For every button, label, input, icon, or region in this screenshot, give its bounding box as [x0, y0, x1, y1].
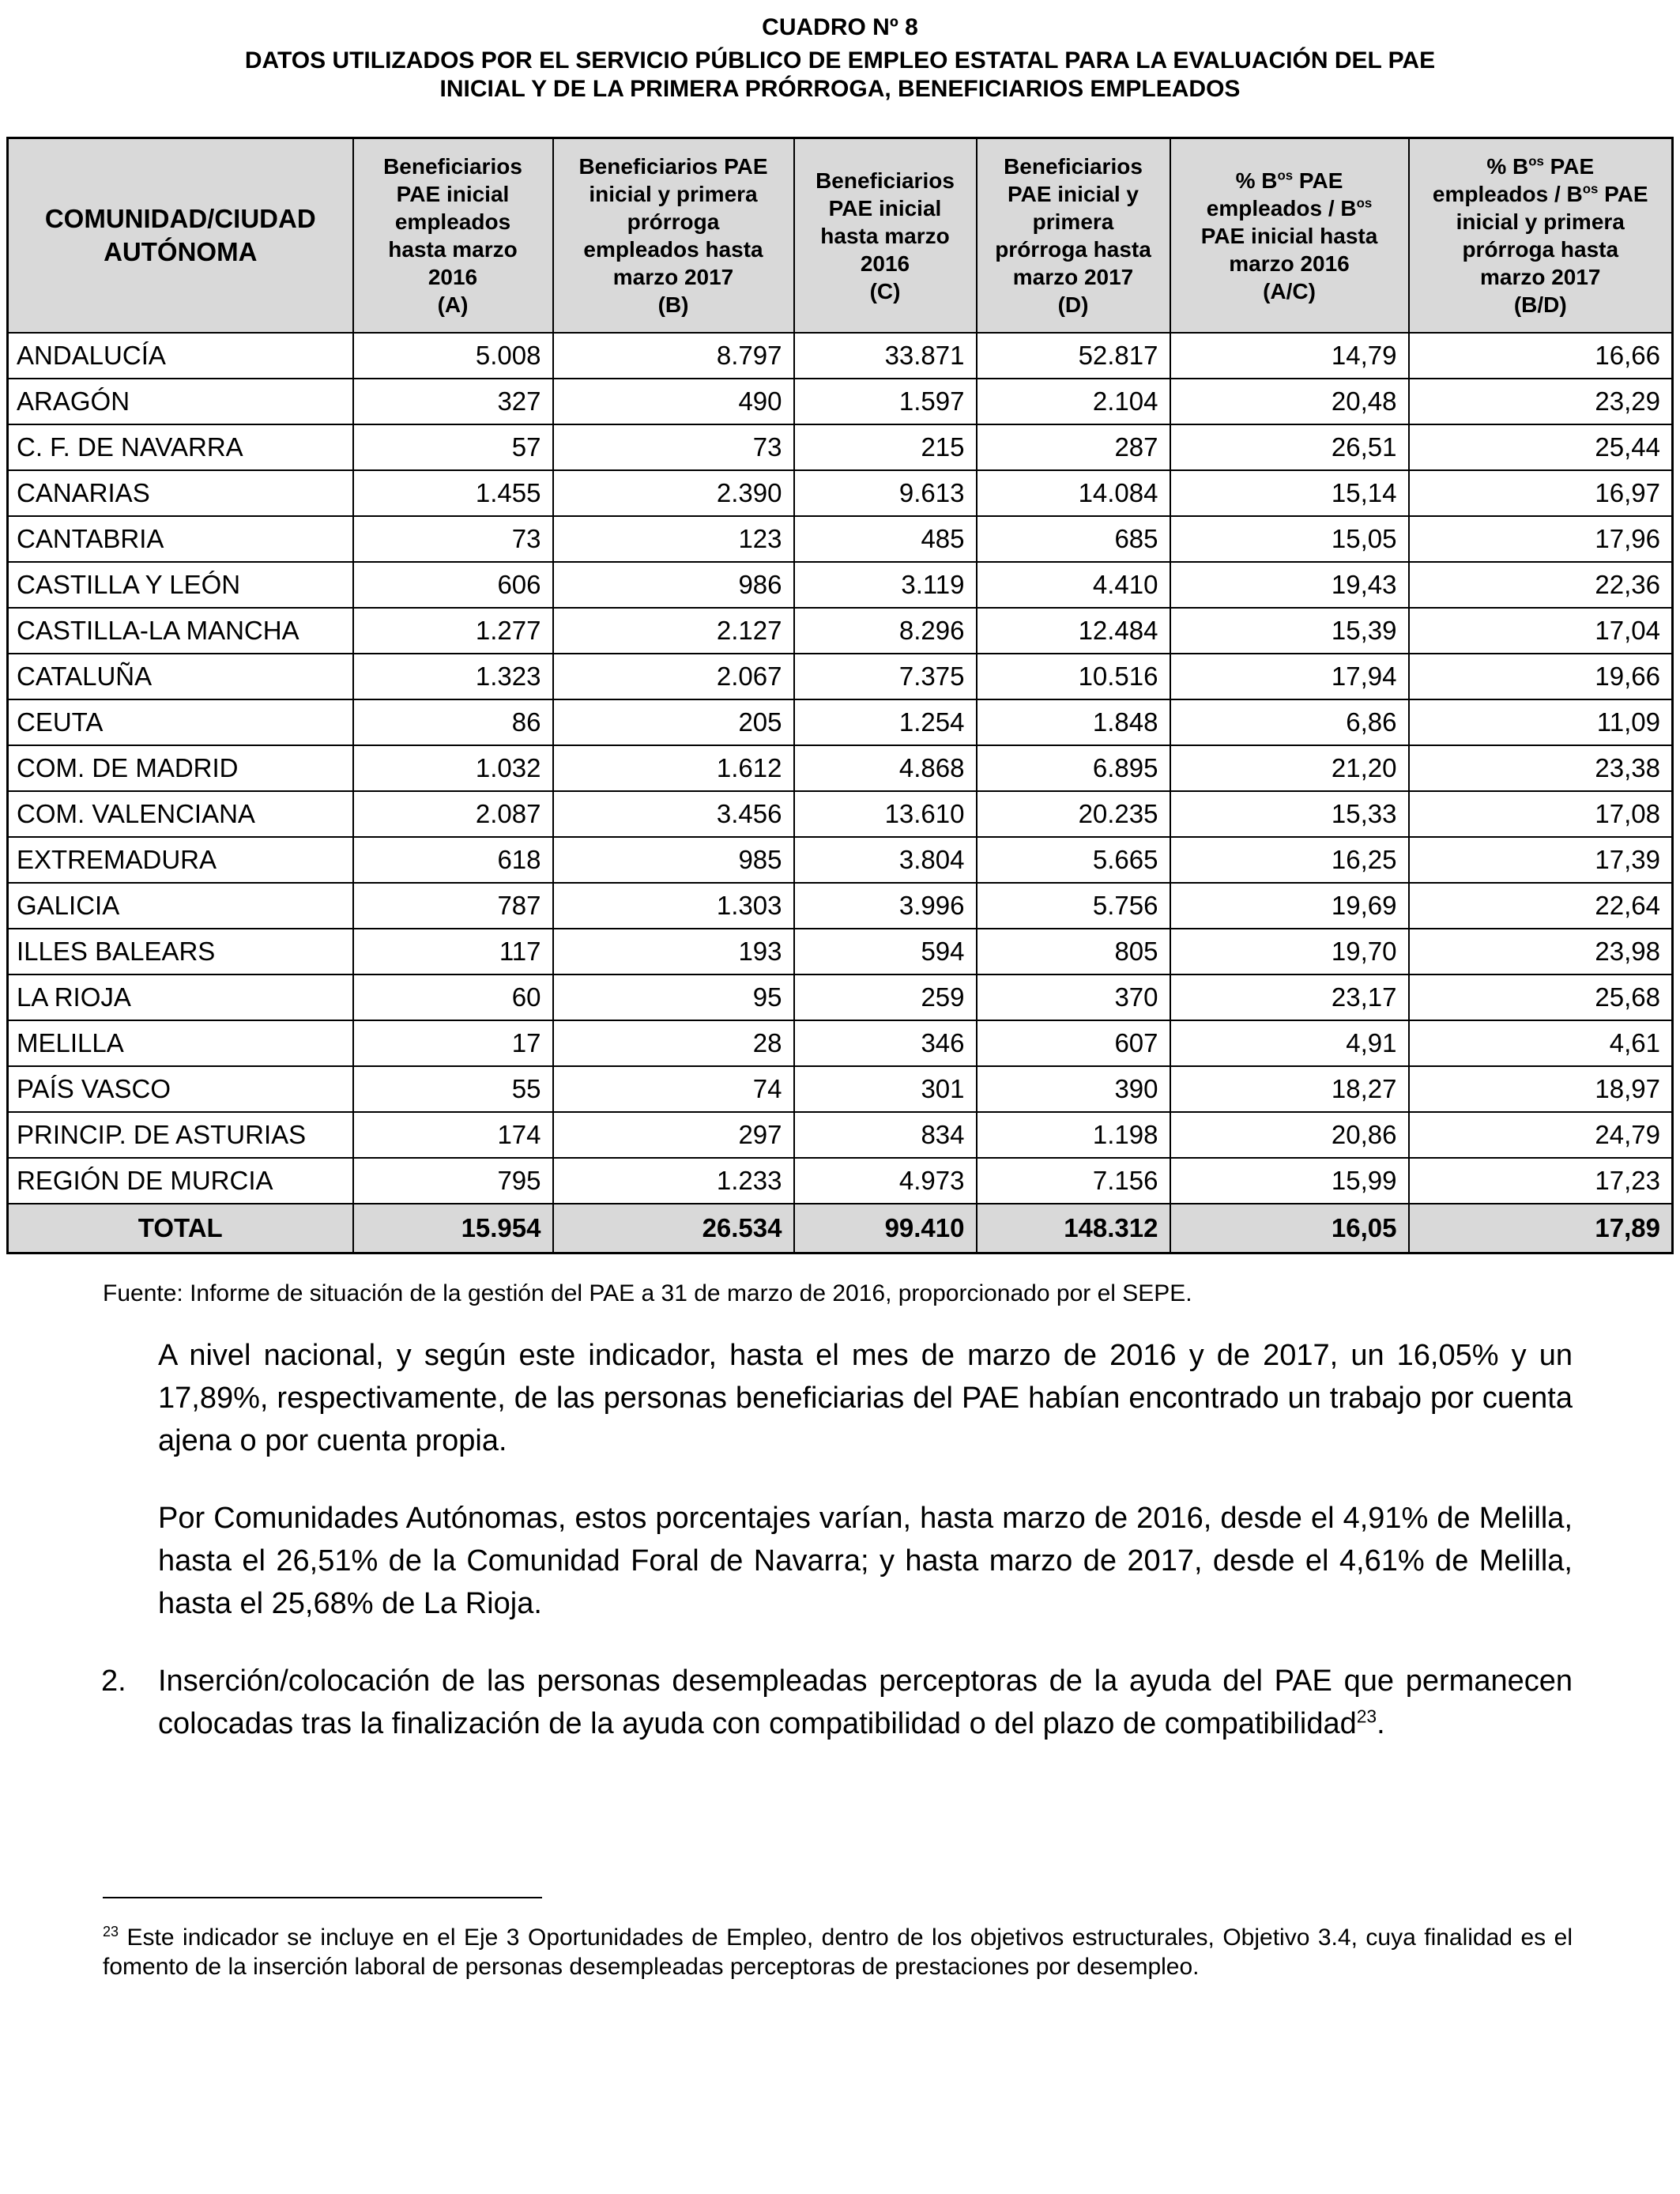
row-value-cell: 1.455 — [353, 470, 553, 516]
row-value-cell: 20.235 — [977, 791, 1170, 837]
row-value-cell: 1.597 — [794, 379, 977, 424]
row-value-cell: 1.303 — [553, 883, 794, 929]
row-value-cell: 11,09 — [1409, 699, 1673, 745]
row-value-cell: 3.804 — [794, 837, 977, 883]
table-row — [8, 1158, 1673, 1204]
row-value-cell: 17,04 — [1409, 608, 1673, 654]
row-value-cell: 9.613 — [794, 470, 977, 516]
row-value-cell: 16,97 — [1409, 470, 1673, 516]
row-value-cell: 22,36 — [1409, 562, 1673, 608]
row-region-name: LA RIOJA — [8, 974, 353, 1020]
row-value-cell: 787 — [353, 883, 553, 929]
row-region-name: PRINCIP. DE ASTURIAS — [8, 1112, 353, 1158]
row-value-cell: 15,05 — [1170, 516, 1409, 562]
row-region-name: ARAGÓN — [8, 379, 353, 424]
row-region-name: MELILLA — [8, 1020, 353, 1066]
row-value-cell: 19,66 — [1409, 654, 1673, 699]
footnote — [103, 1923, 1573, 1981]
row-value-cell: 259 — [794, 974, 977, 1020]
row-value-cell: 14.084 — [977, 470, 1170, 516]
list-item-end: . — [1377, 1707, 1385, 1740]
row-value-cell: 33.871 — [794, 333, 977, 379]
row-value-cell: 24,79 — [1409, 1112, 1673, 1158]
row-value-cell: 205 — [553, 699, 794, 745]
total-label: TOTAL — [8, 1204, 353, 1253]
row-value-cell: 52.817 — [977, 333, 1170, 379]
header-col-c: Beneficiarios PAE inicial hasta marzo 2016 (C) — [794, 138, 977, 334]
row-value-cell: 5.665 — [977, 837, 1170, 883]
row-value-cell: 20,86 — [1170, 1112, 1409, 1158]
header-col-ac: % $B^{os}$ PAE empleados / $B^{os}$ PAE inicial hasta marzo 2016 (A/C) — [1170, 138, 1409, 334]
row-value-cell: 19,69 — [1170, 883, 1409, 929]
row-value-cell: 17,94 — [1170, 654, 1409, 699]
row-value-cell: 19,43 — [1170, 562, 1409, 608]
row-value-cell: 390 — [977, 1066, 1170, 1112]
total-cell: 17,89 — [1409, 1204, 1673, 1253]
row-region-name: CATALUÑA — [8, 654, 353, 699]
row-value-cell: 15,14 — [1170, 470, 1409, 516]
row-value-cell: 297 — [553, 1112, 794, 1158]
row-value-cell: 2.104 — [977, 379, 1170, 424]
header-col-a: Beneficiarios PAE inicial empleados hasta marzo 2016 (A) — [353, 138, 553, 334]
row-region-name: PAÍS VASCO — [8, 1066, 353, 1112]
row-value-cell: 10.516 — [977, 654, 1170, 699]
row-value-cell: 2.067 — [553, 654, 794, 699]
row-value-cell: 18,97 — [1409, 1066, 1673, 1112]
row-region-name: C. F. DE NAVARRA — [8, 424, 353, 470]
row-value-cell: 17,39 — [1409, 837, 1673, 883]
row-value-cell: 73 — [353, 516, 553, 562]
row-value-cell: 26,51 — [1170, 424, 1409, 470]
header-col-d: Beneficiarios PAE inicial y primera prórroga hasta marzo 2017 (D) — [977, 138, 1170, 334]
row-value-cell: 8.296 — [794, 608, 977, 654]
row-value-cell: 17,08 — [1409, 791, 1673, 837]
data-table — [6, 137, 1674, 1254]
row-value-cell: 193 — [553, 929, 794, 974]
row-value-cell: 3.456 — [553, 791, 794, 837]
row-value-cell: 7.375 — [794, 654, 977, 699]
row-value-cell: 795 — [353, 1158, 553, 1204]
row-value-cell: 95 — [553, 974, 794, 1020]
row-value-cell: 301 — [794, 1066, 977, 1112]
row-value-cell: 23,38 — [1409, 745, 1673, 791]
total-cell: 16,05 — [1170, 1204, 1409, 1253]
row-value-cell: 1.277 — [353, 608, 553, 654]
row-value-cell: 370 — [977, 974, 1170, 1020]
table-row — [8, 745, 1673, 791]
row-value-cell: 15,33 — [1170, 791, 1409, 837]
table-row — [8, 1112, 1673, 1158]
row-value-cell: 4.973 — [794, 1158, 977, 1204]
row-value-cell: 55 — [353, 1066, 553, 1112]
row-region-name: CASTILLA Y LEÓN — [8, 562, 353, 608]
row-region-name: GALICIA — [8, 883, 353, 929]
row-region-name: COM. VALENCIANA — [8, 791, 353, 837]
row-value-cell: 15,39 — [1170, 608, 1409, 654]
row-value-cell: 985 — [553, 837, 794, 883]
row-value-cell: 117 — [353, 929, 553, 974]
row-value-cell: 18,27 — [1170, 1066, 1409, 1112]
row-value-cell: 86 — [353, 699, 553, 745]
row-value-cell: 57 — [353, 424, 553, 470]
table-row — [8, 883, 1673, 929]
row-value-cell: 490 — [553, 379, 794, 424]
table-total-row — [8, 1204, 1673, 1253]
header-col-bd: % $B^{os}$ PAE empleados / $B^{os}$ PAE inicial y primera prórroga hasta marzo 2017 (B/D) — [1409, 138, 1673, 334]
row-value-cell: 19,70 — [1170, 929, 1409, 974]
row-value-cell: 28 — [553, 1020, 794, 1066]
row-value-cell: 2.087 — [353, 791, 553, 837]
row-region-name: CASTILLA-LA MANCHA — [8, 608, 353, 654]
row-region-name: CANTABRIA — [8, 516, 353, 562]
table-row — [8, 562, 1673, 608]
paragraph-regions: Por Comunidades Autónomas, estos porcentajes varían, hasta marzo de 2016, desde el 4,91% de Melilla, hasta el 26,51% de la Comunidad Foral de Navarra; y hasta marzo de 2017, desde el 4,61% de Melilla, hasta el 25,68% de La Rioja. — [158, 1502, 1573, 1620]
row-value-cell: 1.848 — [977, 699, 1170, 745]
row-region-name: REGIÓN DE MURCIA — [8, 1158, 353, 1204]
row-value-cell: 8.797 — [553, 333, 794, 379]
row-value-cell: 5.008 — [353, 333, 553, 379]
row-value-cell: 2.127 — [553, 608, 794, 654]
table-row — [8, 470, 1673, 516]
row-value-cell: 1.254 — [794, 699, 977, 745]
row-value-cell: 215 — [794, 424, 977, 470]
row-region-name: CEUTA — [8, 699, 353, 745]
row-value-cell: 327 — [353, 379, 553, 424]
row-value-cell: 3.119 — [794, 562, 977, 608]
table-row — [8, 424, 1673, 470]
row-region-name: ILLES BALEARS — [8, 929, 353, 974]
row-value-cell: 287 — [977, 424, 1170, 470]
row-value-cell: 14,79 — [1170, 333, 1409, 379]
row-value-cell: 4,61 — [1409, 1020, 1673, 1066]
row-region-name: COM. DE MADRID — [8, 745, 353, 791]
row-value-cell: 1.198 — [977, 1112, 1170, 1158]
row-value-cell: 4,91 — [1170, 1020, 1409, 1066]
row-value-cell: 986 — [553, 562, 794, 608]
row-region-name: CANARIAS — [8, 470, 353, 516]
row-region-name: EXTREMADURA — [8, 837, 353, 883]
row-value-cell: 594 — [794, 929, 977, 974]
row-value-cell: 6.895 — [977, 745, 1170, 791]
table-header-row — [8, 138, 1673, 334]
table-title-line-1: DATOS UTILIZADOS POR EL SERVICIO PÚBLICO DE EMPLEO ESTATAL PARA LA EVALUACIÓN DEL PAE — [244, 47, 1436, 74]
footnote-mark: 23 — [103, 1924, 119, 1940]
row-value-cell: 20,48 — [1170, 379, 1409, 424]
row-region-name: ANDALUCÍA — [8, 333, 353, 379]
row-value-cell: 618 — [353, 837, 553, 883]
total-cell: 148.312 — [977, 1204, 1170, 1253]
table-row — [8, 929, 1673, 974]
table-source-note: Fuente: Informe de situación de la gestión del PAE a 31 de marzo de 2016, proporcionado por el SEPE. — [103, 1280, 1192, 1306]
row-value-cell: 1.612 — [553, 745, 794, 791]
footnote-separator — [103, 1897, 542, 1898]
total-cell: 99.410 — [794, 1204, 977, 1253]
row-value-cell: 805 — [977, 929, 1170, 974]
row-value-cell: 22,64 — [1409, 883, 1673, 929]
row-value-cell: 17,23 — [1409, 1158, 1673, 1204]
row-value-cell: 7.156 — [977, 1158, 1170, 1204]
list-item-text — [158, 1660, 1573, 1745]
list-item-body: Inserción/colocación de las personas desempleadas perceptoras de la ayuda del PAE que permanecen colocadas tras la finalización de la ayuda con compatibilidad o del plazo de compatibilidad — [158, 1664, 1573, 1740]
total-cell: 15.954 — [353, 1204, 553, 1253]
row-value-cell: 346 — [794, 1020, 977, 1066]
row-value-cell: 607 — [977, 1020, 1170, 1066]
row-value-cell: 485 — [794, 516, 977, 562]
row-value-cell: 17 — [353, 1020, 553, 1066]
table-row — [8, 333, 1673, 379]
row-value-cell: 16,25 — [1170, 837, 1409, 883]
row-value-cell: 15,99 — [1170, 1158, 1409, 1204]
table-row — [8, 608, 1673, 654]
footnote-text: Este indicador se incluye en el Eje 3 Oportunidades de Empleo, dentro de los objetivos estructurales, Objetivo 3.4, cuya finalidad es el fomento de la inserción laboral de personas desempleadas perceptoras de prestaciones por desempleo. — [103, 1924, 1573, 1980]
table-row — [8, 699, 1673, 745]
table-row — [8, 516, 1673, 562]
table-caption: CUADRO Nº 8 — [762, 14, 918, 40]
row-value-cell: 4.410 — [977, 562, 1170, 608]
table-row — [8, 974, 1673, 1020]
row-value-cell: 25,44 — [1409, 424, 1673, 470]
row-value-cell: 1.032 — [353, 745, 553, 791]
row-value-cell: 12.484 — [977, 608, 1170, 654]
total-cell: 26.534 — [553, 1204, 794, 1253]
row-value-cell: 23,29 — [1409, 379, 1673, 424]
row-value-cell: 6,86 — [1170, 699, 1409, 745]
row-value-cell: 123 — [553, 516, 794, 562]
row-value-cell: 1.323 — [353, 654, 553, 699]
row-value-cell: 606 — [353, 562, 553, 608]
table-row — [8, 379, 1673, 424]
row-value-cell: 17,96 — [1409, 516, 1673, 562]
table-row — [8, 837, 1673, 883]
paragraph-national: A nivel nacional, y según este indicador, hasta el mes de marzo de 2016 y de 2017, un 16,05% y un 17,89%, respectivamente, de las personas beneficiarias del PAE habían encontrado un trabajo por cuenta ajena o por cuenta propia. — [158, 1339, 1573, 1457]
row-value-cell: 1.233 — [553, 1158, 794, 1204]
row-value-cell: 5.756 — [977, 883, 1170, 929]
row-value-cell: 23,17 — [1170, 974, 1409, 1020]
row-value-cell: 2.390 — [553, 470, 794, 516]
row-value-cell: 60 — [353, 974, 553, 1020]
list-item-number: 2. — [101, 1664, 126, 1698]
row-value-cell: 174 — [353, 1112, 553, 1158]
row-value-cell: 74 — [553, 1066, 794, 1112]
row-value-cell: 685 — [977, 516, 1170, 562]
footnote-reference[interactable]: 23 — [1356, 1706, 1377, 1727]
row-value-cell: 13.610 — [794, 791, 977, 837]
row-value-cell: 21,20 — [1170, 745, 1409, 791]
table-row — [8, 654, 1673, 699]
table-row — [8, 1020, 1673, 1066]
row-value-cell: 73 — [553, 424, 794, 470]
table-row — [8, 1066, 1673, 1112]
table-title-line-2: INICIAL Y DE LA PRIMERA PRÓRROGA, BENEFICIARIOS EMPLEADOS — [439, 76, 1241, 102]
row-value-cell: 23,98 — [1409, 929, 1673, 974]
row-value-cell: 3.996 — [794, 883, 977, 929]
row-value-cell: 25,68 — [1409, 974, 1673, 1020]
row-value-cell: 834 — [794, 1112, 977, 1158]
row-value-cell: 4.868 — [794, 745, 977, 791]
table-row — [8, 791, 1673, 837]
header-col-b: Beneficiarios PAE inicial y primera prórroga empleados hasta marzo 2017 (B) — [553, 138, 794, 334]
row-value-cell: 16,66 — [1409, 333, 1673, 379]
header-comunidad: COMUNIDAD/CIUDAD AUTÓNOMA — [8, 138, 353, 334]
